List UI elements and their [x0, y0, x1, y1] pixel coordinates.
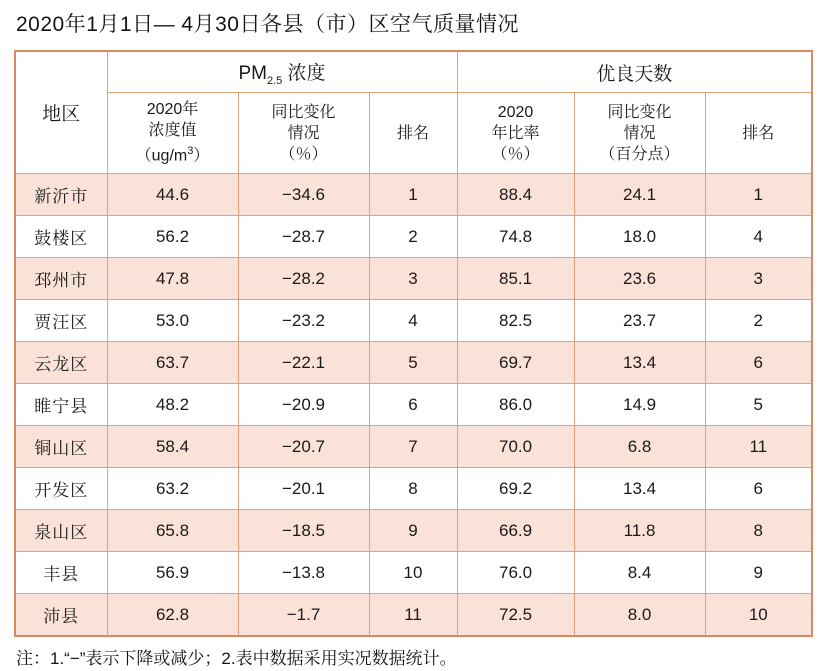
table-footnote: 注：1.“−”表示下降或减少；2.表中数据采用实况数据统计。	[16, 649, 457, 668]
pm-conc-line3	[109, 141, 237, 166]
cell-days-rank: 11	[705, 426, 812, 468]
table-row	[15, 342, 812, 384]
days-change-line1: 同比变化	[607, 103, 672, 121]
cell-days-rate: 85.1	[457, 258, 574, 300]
cell-days-rank: 9	[705, 552, 812, 594]
table-row	[15, 174, 812, 216]
cell-days-rank: 10	[705, 594, 812, 637]
cell-region: 睢宁县	[15, 384, 107, 426]
cell-pm-change: −28.7	[238, 216, 369, 258]
cell-region: 开发区	[15, 468, 107, 510]
days-rate-line3: （％）	[491, 145, 540, 163]
cell-pm-concentration: 63.7	[107, 342, 238, 384]
cell-pm-concentration: 63.2	[107, 468, 238, 510]
cell-pm-rank: 1	[369, 174, 457, 216]
column-header-days-rate	[457, 93, 574, 174]
cell-region: 泉山区	[15, 510, 107, 552]
column-group-header-good-days: 优良天数	[457, 51, 812, 93]
cell-days-change: 18.0	[574, 216, 705, 258]
cell-days-change: 23.7	[574, 300, 705, 342]
cell-pm-concentration: 62.8	[107, 594, 238, 637]
cell-region: 新沂市	[15, 174, 107, 216]
cell-pm-change: −23.2	[238, 300, 369, 342]
cell-pm-change: −34.6	[238, 174, 369, 216]
table-header-sub-row	[15, 93, 812, 174]
days-change-line2: 情况	[623, 124, 656, 142]
cell-pm-change: −1.7	[238, 594, 369, 637]
table-header	[15, 51, 812, 174]
cell-pm-change: −20.9	[238, 384, 369, 426]
pm-conc-unit-post: ）	[193, 147, 210, 165]
cell-days-rate: 66.9	[457, 510, 574, 552]
cell-days-change: 6.8	[574, 426, 705, 468]
table-header-top-row	[15, 51, 812, 93]
pm25-label-main: PM	[238, 62, 267, 84]
cell-days-rate: 72.5	[457, 594, 574, 637]
column-header-region: 地区	[15, 51, 107, 174]
cell-days-rate: 74.8	[457, 216, 574, 258]
pm-conc-line2: 浓度值	[148, 122, 197, 140]
cell-pm-change: −20.7	[238, 426, 369, 468]
cell-pm-concentration: 56.9	[107, 552, 238, 594]
cell-days-rank: 2	[705, 300, 812, 342]
cell-days-rank: 6	[705, 342, 812, 384]
cell-pm-change: −22.1	[238, 342, 369, 384]
table-row	[15, 552, 812, 594]
cell-pm-concentration: 53.0	[107, 300, 238, 342]
pm-change-line1: 同比变化	[271, 103, 336, 121]
cell-days-rate: 69.7	[457, 342, 574, 384]
cell-days-rate: 69.2	[457, 468, 574, 510]
pm-conc-unit-exponent: 3	[187, 145, 194, 158]
table-row	[15, 426, 812, 468]
cell-pm-rank: 2	[369, 216, 457, 258]
table-row	[15, 300, 812, 342]
cell-pm-rank: 3	[369, 258, 457, 300]
cell-region: 云龙区	[15, 342, 107, 384]
cell-pm-rank: 5	[369, 342, 457, 384]
pm-conc-line1: 2020年	[146, 101, 199, 119]
cell-pm-concentration: 58.4	[107, 426, 238, 468]
cell-pm-change: −18.5	[238, 510, 369, 552]
cell-pm-rank: 4	[369, 300, 457, 342]
table-row	[15, 258, 812, 300]
days-rate-line2: 年比率	[491, 124, 540, 142]
pm25-label-tail: 浓度	[282, 62, 326, 84]
cell-pm-rank: 11	[369, 594, 457, 637]
column-header-pm-change	[238, 93, 369, 174]
cell-region: 贾汪区	[15, 300, 107, 342]
pm-change-line2: 情况	[287, 124, 320, 142]
cell-pm-concentration: 44.6	[107, 174, 238, 216]
cell-days-change: 11.8	[574, 510, 705, 552]
cell-days-rate: 88.4	[457, 174, 574, 216]
cell-pm-rank: 6	[369, 384, 457, 426]
cell-region: 鼓楼区	[15, 216, 107, 258]
cell-days-change: 13.4	[574, 342, 705, 384]
column-header-days-change	[574, 93, 705, 174]
table-row	[15, 468, 812, 510]
cell-pm-change: −13.8	[238, 552, 369, 594]
cell-pm-rank: 7	[369, 426, 457, 468]
column-header-days-rank: 排名	[705, 93, 812, 174]
pm-conc-unit-pre: （ug/m	[135, 147, 188, 165]
cell-days-rank: 8	[705, 510, 812, 552]
cell-days-rate: 82.5	[457, 300, 574, 342]
days-change-line3: （百分点）	[599, 145, 680, 163]
cell-days-change: 8.0	[574, 594, 705, 637]
cell-days-change: 24.1	[574, 174, 705, 216]
cell-pm-rank: 8	[369, 468, 457, 510]
cell-days-rate: 70.0	[457, 426, 574, 468]
air-quality-table	[14, 50, 813, 637]
cell-days-rate: 86.0	[457, 384, 574, 426]
cell-region: 邳州市	[15, 258, 107, 300]
cell-pm-concentration: 65.8	[107, 510, 238, 552]
cell-pm-concentration: 47.8	[107, 258, 238, 300]
table-row	[15, 594, 812, 637]
table-body	[15, 174, 812, 637]
page-title: 2020年1月1日— 4月30日各县（市）区空气质量情况	[16, 13, 519, 36]
days-rate-line1: 2020	[497, 103, 534, 121]
cell-region: 铜山区	[15, 426, 107, 468]
cell-pm-change: −28.2	[238, 258, 369, 300]
cell-days-rank: 1	[705, 174, 812, 216]
cell-days-change: 13.4	[574, 468, 705, 510]
pm25-label-subscript: 2.5	[266, 74, 283, 87]
column-header-pm-rank: 排名	[369, 93, 457, 174]
cell-days-change: 23.6	[574, 258, 705, 300]
cell-days-rank: 4	[705, 216, 812, 258]
cell-pm-rank: 9	[369, 510, 457, 552]
cell-pm-change: −20.1	[238, 468, 369, 510]
table-row	[15, 384, 812, 426]
column-header-pm-concentration	[107, 93, 238, 174]
cell-region: 丰县	[15, 552, 107, 594]
cell-days-rank: 3	[705, 258, 812, 300]
cell-days-change: 8.4	[574, 552, 705, 594]
cell-region: 沛县	[15, 594, 107, 637]
cell-days-rank: 5	[705, 384, 812, 426]
cell-pm-concentration: 48.2	[107, 384, 238, 426]
column-group-header-pm25	[107, 51, 457, 93]
cell-pm-concentration: 56.2	[107, 216, 238, 258]
pm-change-line3: （％）	[279, 145, 328, 163]
cell-pm-rank: 10	[369, 552, 457, 594]
table-row	[15, 216, 812, 258]
cell-days-change: 14.9	[574, 384, 705, 426]
cell-days-rank: 6	[705, 468, 812, 510]
table-row	[15, 510, 812, 552]
cell-days-rate: 76.0	[457, 552, 574, 594]
